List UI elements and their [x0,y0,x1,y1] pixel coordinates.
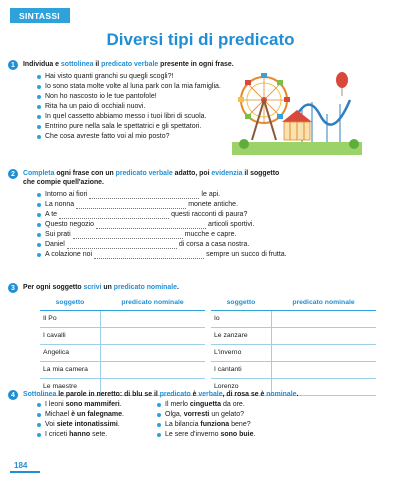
instruction-run: predicato verbale [115,170,173,177]
sentence-text: Entrino pure nella sala le spettatrici e gli spettatori. [45,123,202,130]
subject-cell: La mia camera [40,361,100,378]
instruction-run: le parole in neretto: di blu se il [56,391,160,398]
exercise-1-header [8,60,234,70]
bullet-icon [37,115,41,119]
instruction-run: evidenzia [211,170,243,177]
exercise-number: 2 [8,169,18,179]
blank-line[interactable] [94,252,204,259]
bullet-icon [37,95,41,99]
bold-predicate: sono buie [220,431,254,438]
sentence-text: . [122,411,124,418]
instruction-run: . [296,391,299,398]
sentence-item [37,102,221,112]
sentence-text: In quel cassetto abbiamo messo i tuoi libri di scuola. [45,113,207,120]
instruction-run: , di rosa se è [222,391,267,398]
sentence-text: Che cosa avreste fatto voi al mio posto? [45,133,170,140]
answer-cell[interactable] [100,310,205,327]
bullet-icon [37,433,41,437]
answer-cell[interactable] [100,361,205,378]
fill-in-sentence [37,220,287,230]
exercise-2-instruction [23,170,279,177]
sentence-text: Olga, [165,411,184,418]
bold-predicate: hanno [69,431,91,438]
sentence-text: un gelato? [209,411,245,418]
exercise-2-list [37,190,287,260]
sentence-text: . [117,421,120,428]
sentence-item [157,410,255,420]
sentence-text: Non ho nascosto io le tue pantofole! [45,93,157,100]
bold-predicate: sono mammiferi [65,401,120,408]
exercise-number: 1 [8,60,18,70]
table-row [40,361,205,378]
blank-line[interactable] [89,192,199,199]
sentence-end: monete antiche. [188,201,239,208]
exercise-3-header [8,283,179,293]
instruction-run: sottolinea [60,61,94,68]
subject-cell: Il Po [40,310,100,327]
bullet-icon [37,193,41,197]
table-row [40,310,205,327]
bold-predicate: è un falegname [71,411,123,418]
exercise-3-instruction [23,283,179,292]
bullet-icon [37,85,41,89]
bullet-icon [37,125,41,129]
instruction-run: Sottolinea [23,391,57,398]
sentence-start: La nonna [45,201,75,208]
sentence-item [157,430,255,440]
answer-cell[interactable] [100,327,205,344]
sentence-text: Rita ha un paio di occhiali nuovi. [45,103,146,110]
answer-cell[interactable] [271,327,376,344]
sentence-end: mucche e capre. [184,231,237,238]
bullet-icon [157,403,161,407]
instruction-run: scrivi [83,284,102,291]
sentence-text: La bilancia [165,421,201,428]
amusement-park-illustration [232,70,362,155]
column-header-predicato: predicato nominale [100,296,205,310]
sentence-item [37,112,221,122]
instruction-run: Per ogni soggetto [23,284,84,291]
bullet-icon [37,135,41,139]
subject-cell: Lorenzo [211,378,271,395]
instruction-run: adatto, poi [172,170,212,177]
carousel-icon [282,110,312,140]
blank-line[interactable] [67,242,177,249]
blank-line[interactable] [76,202,186,209]
exercise-1-list [37,72,221,142]
exercise-2-instruction-cont: che compie quell'azione. [23,179,104,186]
bullet-icon [37,253,41,257]
exercise-4-instruction [23,390,298,399]
answer-cell[interactable] [271,361,376,378]
bold-predicate: funziona [200,421,230,428]
instruction-run: Completa [23,170,55,177]
exercise-number: 3 [8,283,18,293]
sentence-end: di corsa a casa nostra. [178,241,250,248]
instruction-run: nominale [266,391,297,398]
bold-predicate: cinguetta [189,401,222,408]
sentence-start: Daniel [45,241,65,248]
instruction-run: . [176,284,179,291]
sentence-text: Voi [45,421,57,428]
sentence-item [37,420,124,430]
exercise-4-list-right [157,400,255,440]
column-header-soggetto: soggetto [211,296,271,310]
blank-line[interactable] [73,232,183,239]
exercise-number: 4 [8,390,18,400]
table-row [211,310,376,327]
blank-line[interactable] [59,212,169,219]
answer-cell[interactable] [100,344,205,361]
balloon-icon [336,72,348,88]
sentence-item [37,430,124,440]
sentence-text: Il merlo [165,401,190,408]
blank-line[interactable] [96,222,206,229]
table-row [40,344,205,361]
bullet-icon [37,203,41,207]
table-row [211,327,376,344]
subject-cell: Le zanzare [211,327,271,344]
instruction-run: verbale [198,391,223,398]
subject-cell: L'inverno [211,344,271,361]
sentence-item [37,400,124,410]
subject-cell: I cavalli [40,327,100,344]
page-number-rule [10,471,40,473]
sentence-text: I leoni [45,401,66,408]
sentence-start: Intorno ai fiori [45,191,88,198]
sentence-text: Le sere d'inverno [165,431,221,438]
bullet-icon [37,105,41,109]
fill-in-sentence [37,240,287,250]
sentence-start: Questo negozio [45,221,95,228]
instruction-run: presente in ogni frase. [158,61,234,68]
sentence-text: da ore. [221,401,245,408]
subject-cell: Le maestre [40,378,100,395]
fill-in-sentence [37,230,287,240]
bullet-icon [37,223,41,227]
bullet-icon [37,233,41,237]
subject-table-left [40,296,205,396]
section-tag: SINTASSI [10,8,70,23]
sentence-text: sete. [90,431,108,438]
sentence-text: Hai visto quanti granchi su quegli scogli?! [45,73,174,80]
sentence-item [37,132,221,142]
exercise-4-header [8,390,298,400]
ferris-wheel-icon [238,73,290,140]
subject-cell: Angelica [40,344,100,361]
bullet-icon [37,243,41,247]
answer-cell[interactable] [271,310,376,327]
sentence-item [37,92,221,102]
sentence-text: bene? [229,421,251,428]
sentence-item [157,400,255,410]
fill-in-sentence [37,190,287,200]
exercise-1-instruction [23,60,234,69]
bullet-icon [37,75,41,79]
fill-in-sentence [37,250,287,260]
instruction-run: il [93,61,102,68]
sentence-end: articoli sportivi. [208,221,255,228]
sentence-item [37,410,124,420]
instruction-run: predicato nominale [113,284,177,291]
column-header-predicato: predicato nominale [271,296,376,310]
sentence-start: A colazione noi [45,251,93,258]
subject-cell: Io [211,310,271,327]
exercise-4-list-left [37,400,124,440]
sentence-end: sempre un succo di frutta. [206,251,287,258]
fill-in-sentence [37,210,287,220]
instruction-run: predicato [159,391,191,398]
sentence-text: . [119,401,122,408]
page-title: Diversi tipi di predicato [106,30,295,49]
table-row [211,361,376,378]
column-header-soggetto: soggetto [40,296,100,310]
subject-table-right [211,296,376,396]
sentence-end: le api. [201,191,221,198]
sentence-item [37,82,221,92]
sentence-end: questi racconti di paura? [171,211,248,218]
instruction-run: Individua e [23,61,61,68]
sentence-item [37,122,221,132]
bullet-icon [157,433,161,437]
fill-in-sentence [37,200,287,210]
table-row [211,344,376,361]
instruction-run: un [101,284,114,291]
bullet-icon [37,423,41,427]
answer-cell[interactable] [271,344,376,361]
sentence-text: . [253,431,256,438]
bullet-icon [157,423,161,427]
subject-cell: I cantanti [211,361,271,378]
instruction-run: predicato verbale [101,61,159,68]
page-number: 184 [14,461,28,470]
bold-predicate: siete intonatissimi [56,421,118,428]
exercise-2-header [8,169,279,187]
bullet-icon [37,213,41,217]
bullet-icon [157,413,161,417]
sentence-text: Io sono stata molte volte al luna park con la mia famiglia. [45,83,221,90]
instruction-run: è [190,391,199,398]
sentence-text: Michael [45,411,72,418]
sentence-start: Sui prati [45,231,71,238]
bold-predicate: vorresti [183,411,210,418]
sentence-item [157,420,255,430]
instruction-run: ogni frase con un [54,170,116,177]
instruction-run: il soggetto [242,170,280,177]
table-row [40,327,205,344]
bullet-icon [37,403,41,407]
sentence-item [37,72,221,82]
sentence-text: I criceti [45,431,70,438]
bullet-icon [37,413,41,417]
sentence-start: A te [45,211,58,218]
